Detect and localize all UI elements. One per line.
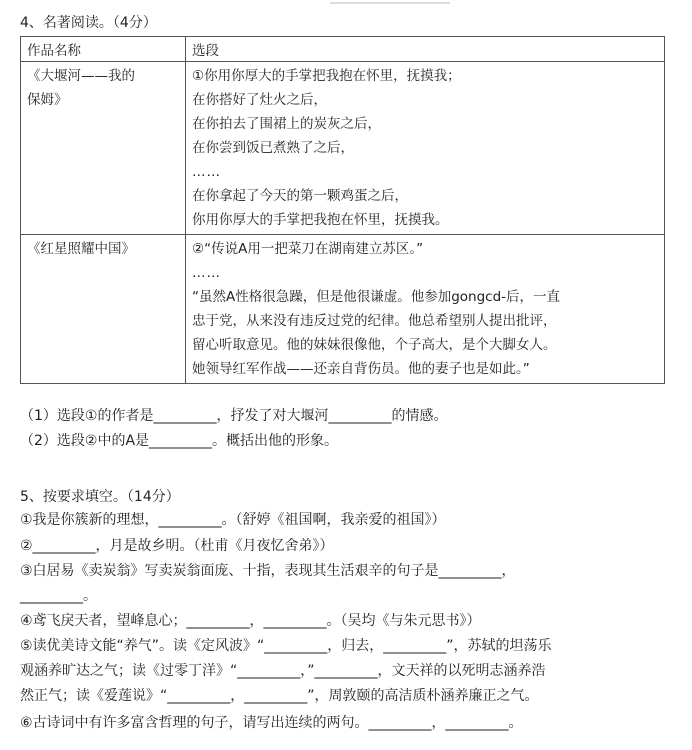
excerpt-line: 忠于党，从来没有违反过党的纪律。他总希望别人提出批评， [192, 313, 557, 329]
excerpt-line: ②“传说A用一把菜刀在湖南建立苏区。” [192, 241, 424, 257]
header-excerpt: 选段 [186, 37, 665, 62]
excerpt-cell [186, 62, 665, 235]
excerpt-line: 在你尝到饭已煮熟了之后， [192, 140, 354, 156]
table-header-row [21, 37, 665, 62]
q5-item-5-continued: 观涵养旷达之气；读《过零丁洋》“_________，”_________，文天祥的以死明志涵养浩 [20, 663, 546, 679]
excerpt-line: 留心听取意见。他的妹妹很像他，个子高大，是个大脚女人。 [192, 337, 557, 353]
work-name-line: 《大堰河——我的 [27, 68, 135, 84]
table-row [21, 235, 665, 384]
ellipsis-line: …… [192, 265, 221, 281]
q5-item-4: ④鸢飞戾天者，望峰息心；_________，_________。（吴均《与朱元思书》） [20, 613, 481, 629]
excerpt-line: 你用你厚大的手掌把我抱在怀里，抚摸我。 [192, 212, 449, 228]
work-name-cell [21, 235, 186, 384]
work-name-line: 保姆》 [27, 92, 68, 108]
q5-item-5: ⑤读优美诗文能“养气”。读《定风波》“_________，归去，_________”，苏轼的坦荡乐 [20, 638, 552, 654]
q4-question-2: （2）选段②中的A是_________。概括出他的形象。 [20, 433, 339, 449]
table-row [21, 62, 665, 235]
q5-item-3-continued: _________。 [20, 588, 97, 604]
reading-table [20, 36, 665, 384]
excerpt-line: “虽然A性格很急躁，但是他很谦虚。他参加gongcd-后，一直 [192, 289, 561, 305]
q5-item-6: ⑥古诗词中有许多富含哲理的句子，请写出连续的两句。_________，_________。 [20, 715, 523, 731]
excerpt-line: 她领导红军作战——还亲自背伤员。他的妻子也是如此。” [192, 361, 530, 377]
excerpt-line: ①你用你厚大的手掌把我抱在怀里，抚摸我； [192, 68, 461, 84]
header-work-name: 作品名称 [21, 37, 186, 62]
work-name-line: 《红星照耀中国》 [27, 241, 135, 257]
excerpt-line: 在你搭好了灶火之后， [192, 92, 327, 108]
excerpt-line: 在你拿起了今天的第一颗鸡蛋之后， [192, 188, 408, 204]
cropped-previous-text [330, 0, 450, 4]
q5-item-5-continued: 然正气；读《爱莲说》“_________，_________”，周敦颐的高洁质朴涵养廉正之气。 [20, 688, 539, 704]
q4-heading: 4、名著阅读。（4分） [20, 15, 157, 31]
q5-item-1: ①我是你簇新的理想，_________。（舒婷《祖国啊，我亲爱的祖国》） [20, 512, 446, 528]
q5-item-3: ③白居易《卖炭翁》写卖炭翁面庞、十指，表现其生活艰辛的句子是_________， [20, 563, 516, 579]
q5-heading: 5、按要求填空。（14分） [20, 489, 180, 505]
q5-item-2: ②_________，月是故乡明。（杜甫《月夜忆舍弟》） [20, 538, 334, 554]
q4-question-1: （1）选段①的作者是_________，抒发了对大堰河_________的情感。 [20, 408, 448, 424]
excerpt-line: 在你拍去了围裙上的炭灰之后， [192, 116, 381, 132]
work-name-cell [21, 62, 186, 235]
excerpt-cell [186, 235, 665, 384]
ellipsis-line: …… [192, 164, 221, 180]
